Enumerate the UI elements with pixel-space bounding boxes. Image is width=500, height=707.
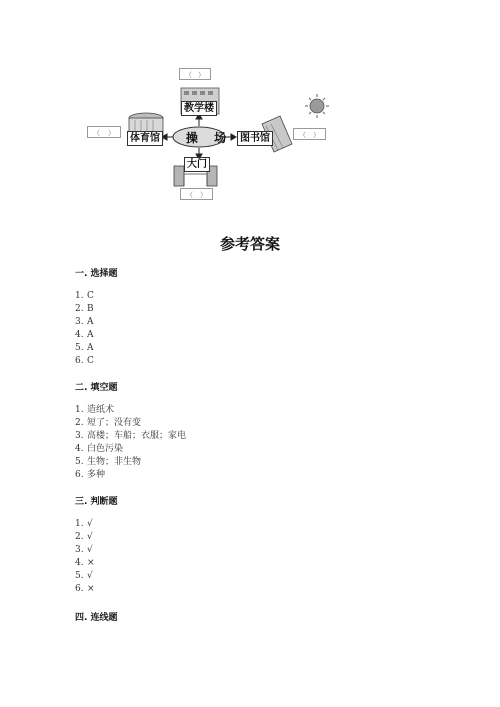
item-number: 3.	[75, 431, 84, 441]
item-number: 2.	[75, 304, 84, 314]
section-heading-matching: 四. 连线题	[75, 613, 118, 623]
item-number: 3.	[75, 545, 84, 555]
list-item	[75, 417, 186, 430]
bracket-close: ）	[200, 191, 207, 199]
answer-list-choice	[75, 290, 94, 368]
label-teaching-building: 教学楼	[181, 101, 217, 116]
list-item	[75, 583, 95, 596]
item-number: 4.	[75, 444, 84, 454]
item-number: 2.	[75, 418, 84, 428]
item-number: 1.	[75, 291, 84, 301]
item-number: 1.	[75, 519, 84, 529]
item-answer: √	[87, 545, 93, 555]
list-item	[75, 456, 186, 469]
label-gymnasium: 体育馆	[127, 131, 163, 146]
item-answer: √	[87, 519, 93, 529]
item-answer: A	[87, 330, 94, 340]
bracket-close: ）	[313, 131, 320, 139]
list-item	[75, 544, 95, 557]
answer-list-fill-blank	[75, 404, 186, 482]
list-item	[75, 557, 95, 570]
item-answer: √	[87, 571, 93, 581]
label-library: 图书馆	[237, 131, 273, 146]
bracket-close: ）	[108, 129, 115, 137]
item-answer: A	[87, 343, 94, 353]
list-item	[75, 329, 94, 342]
item-number: 6.	[75, 470, 84, 480]
list-item	[75, 342, 94, 355]
bracket-open: （	[186, 191, 193, 199]
item-answer: C	[87, 356, 94, 366]
bracket-close: ）	[198, 71, 205, 79]
section-heading-choice: 一. 选择题	[75, 269, 118, 279]
list-item	[75, 316, 94, 329]
list-item	[75, 443, 186, 456]
label-gate: 大门	[184, 157, 210, 172]
item-answer: 高楼；车船；衣服；家电	[87, 431, 187, 441]
item-answer: ×	[87, 584, 95, 594]
item-answer: B	[87, 304, 94, 314]
list-item	[75, 355, 94, 368]
list-item	[75, 570, 95, 583]
bracket-open: （	[299, 131, 306, 139]
item-answer: 生物；非生物	[87, 457, 142, 467]
map-drawing	[0, 0, 500, 215]
item-number: 3.	[75, 317, 84, 327]
blank-box-right[interactable]	[293, 128, 326, 140]
item-number: 4.	[75, 558, 84, 568]
list-item	[75, 404, 186, 417]
item-number: 5.	[75, 571, 84, 581]
item-number: 6.	[75, 584, 84, 594]
item-answer: √	[87, 532, 93, 542]
item-number: 5.	[75, 457, 84, 467]
item-answer: 多种	[87, 470, 106, 480]
item-number: 5.	[75, 343, 84, 353]
item-answer: 短了；没有变	[87, 418, 142, 428]
bracket-open: （	[185, 71, 192, 79]
list-item	[75, 518, 95, 531]
item-answer: 白色污染	[87, 444, 124, 454]
item-number: 6.	[75, 356, 84, 366]
list-item	[75, 290, 94, 303]
list-item	[75, 469, 186, 482]
answers-title: 参考答案	[219, 235, 280, 253]
list-item	[75, 430, 186, 443]
item-number: 2.	[75, 532, 84, 542]
sun-icon	[305, 94, 329, 118]
answer-list-true-false	[75, 518, 95, 596]
blank-box-left[interactable]	[87, 126, 121, 138]
list-item	[75, 303, 94, 316]
item-number: 4.	[75, 330, 84, 340]
label-playground: 操 场	[185, 131, 233, 145]
blank-box-top[interactable]	[179, 68, 211, 80]
item-number: 1.	[75, 405, 84, 415]
bracket-open: （	[93, 129, 100, 137]
item-answer: A	[87, 317, 94, 327]
item-answer: C	[87, 291, 94, 301]
blank-box-bottom[interactable]	[180, 188, 213, 200]
item-answer: ×	[87, 558, 95, 568]
item-answer: 造纸术	[87, 405, 115, 415]
school-map-diagram	[0, 0, 500, 215]
section-heading-fill-blank: 二. 填空题	[75, 383, 118, 393]
list-item	[75, 531, 95, 544]
section-heading-true-false: 三. 判断题	[75, 497, 118, 507]
